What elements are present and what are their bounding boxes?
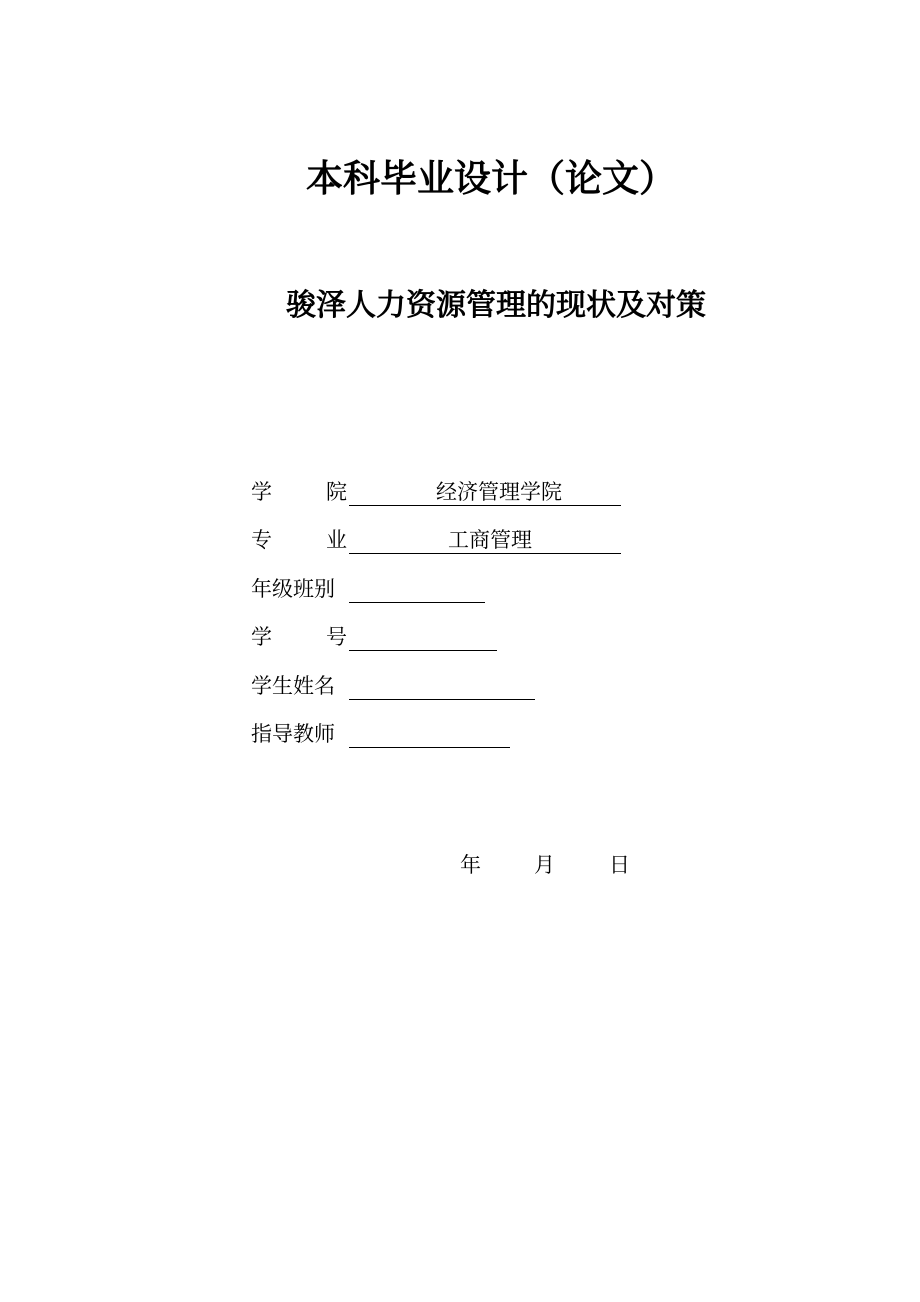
field-class-label-text: 年级班别 <box>251 577 335 601</box>
field-major-blank[interactable] <box>349 525 621 554</box>
field-advisor-label <box>251 719 349 749</box>
field-college-label <box>251 477 349 507</box>
field-class-label <box>251 574 349 604</box>
field-major-value: 工商管理 <box>448 528 532 552</box>
field-student-name-blank[interactable] <box>349 671 535 700</box>
field-student-id-label-part2: 号 <box>326 625 347 649</box>
field-student-name-label-text: 学生姓名 <box>251 674 335 698</box>
field-major-label-part2: 业 <box>326 528 347 552</box>
date-month: 月 <box>534 853 555 877</box>
field-student-id-blank[interactable] <box>349 622 497 651</box>
field-major-label-part1: 专 <box>251 528 272 552</box>
field-college-label-part2: 院 <box>326 480 347 504</box>
field-major-label <box>251 525 349 555</box>
date-day: 日 <box>609 853 630 877</box>
field-student-name-label <box>251 671 349 701</box>
field-advisor-blank[interactable] <box>349 719 510 748</box>
field-advisor-label-text: 指导教师 <box>251 722 335 746</box>
thesis-title: 骏泽人力资源管理的现状及对策 <box>286 288 706 323</box>
field-college-label-part1: 学 <box>251 480 272 504</box>
field-student-id-label-part1: 学 <box>251 625 272 649</box>
document-type-title: 本科毕业设计（论文） <box>306 157 676 200</box>
field-college-blank[interactable] <box>349 477 621 506</box>
field-student-id-label <box>251 622 349 652</box>
field-class-blank[interactable] <box>349 574 485 603</box>
date-year: 年 <box>460 853 481 877</box>
field-college-value: 经济管理学院 <box>436 480 562 504</box>
